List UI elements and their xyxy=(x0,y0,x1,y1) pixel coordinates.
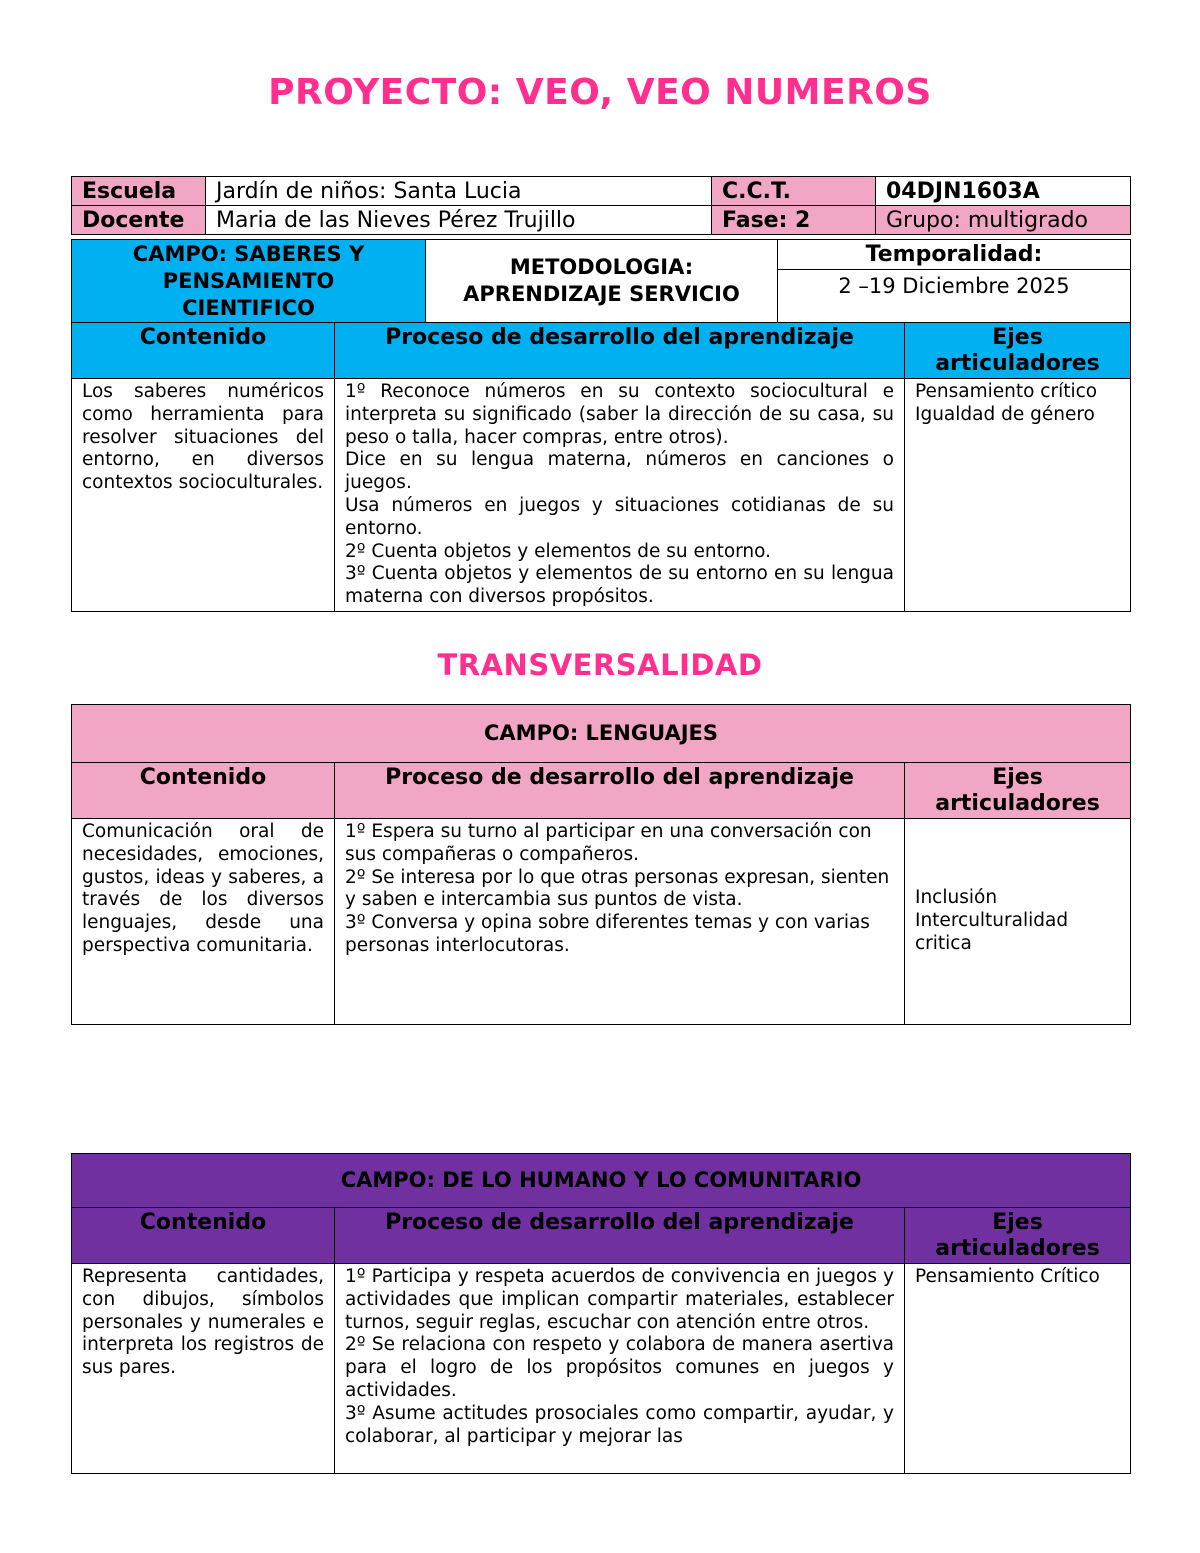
ejes-cell xyxy=(905,819,1131,1025)
header-contenido: Contenido xyxy=(72,323,335,379)
cct-label: C.C.T. xyxy=(712,177,876,206)
cct-value: 04DJN1603A xyxy=(876,177,1131,206)
fase-label: Fase: 2 xyxy=(712,206,876,235)
saberes-table xyxy=(71,322,1131,612)
temporalidad-label: Temporalidad: xyxy=(778,240,1130,270)
proceso-item: 2º Se interesa por lo que otras personas expresan, sienten y saben e intercambia sus puntos de vista. xyxy=(345,866,890,911)
ejes-cell xyxy=(905,379,1131,612)
contenido-cell: Comunicación oral de necesidades, emociones, gustos, ideas y saberes, a través de los diversos lenguajes, desde una perspectiva comunitaria. xyxy=(72,819,335,1025)
header-contenido: Contenido xyxy=(72,1208,335,1264)
eje-item: Pensamiento Crítico xyxy=(915,1266,1100,1287)
campo-humano: CAMPO: DE LO HUMANO Y LO COMUNITARIO xyxy=(72,1154,1131,1208)
ejes-cell xyxy=(905,1264,1131,1474)
proceso-item: 1º Reconoce números en su contexto sociocultural e interpreta su significado (saber la dirección de su casa, su peso o talla, hacer compras, entre otros). xyxy=(345,381,894,448)
metodologia: METODOLOGIA: APRENDIZAJE SERVICIO xyxy=(426,240,778,323)
proceso-item: 3º Cuenta objetos y elementos de su entorno en su lengua materna con diversos propósitos. xyxy=(345,563,894,608)
proceso-item: 3º Asume actitudes prosociales como compartir, ayudar, y colaborar, al participar y mejorar las xyxy=(345,1402,894,1447)
header-contenido: Contenido xyxy=(72,763,335,819)
header-ejes: Ejes articuladores xyxy=(905,763,1131,819)
docente-value: Maria de las Nieves Pérez Trujillo xyxy=(206,206,712,235)
proceso-item: 3º Conversa y opina sobre diferentes temas y con varias personas interlocutoras. xyxy=(345,912,870,956)
header-row xyxy=(72,1208,1131,1264)
eje-item: Igualdad de género xyxy=(915,403,1095,425)
proceso-cell xyxy=(335,379,905,612)
proceso-item: 2º Cuenta objetos y elementos de su entorno. xyxy=(345,540,772,562)
eje-item: Pensamiento crítico xyxy=(915,381,1098,402)
campo-lenguajes: CAMPO: LENGUAJES xyxy=(72,705,1131,763)
proceso-item: Dice en su lengua materna, números en canciones o juegos. xyxy=(345,449,894,494)
contenido-cell: Los saberes numéricos como herramienta para resolver situaciones del entorno, en diversos contextos socioculturales. xyxy=(72,379,335,612)
header-proceso: Proceso de desarrollo del aprendizaje xyxy=(335,763,905,819)
proceso-cell xyxy=(335,1264,905,1474)
docente-row xyxy=(72,206,1131,235)
contenido-cell: Representa cantidades, con dibujos, símbolos personales y numerales e interpreta los registros de sus pares. xyxy=(72,1264,335,1474)
eje-item: Inclusión xyxy=(915,887,998,909)
proceso-item: Usa números en juegos y situaciones cotidianas de su entorno. xyxy=(345,494,894,539)
humano-table xyxy=(71,1153,1131,1474)
temporalidad-value: 2 –19 Diciembre 2025 xyxy=(838,274,1070,298)
escuela-value: Jardín de niños: Santa Lucia xyxy=(206,177,712,206)
header-row xyxy=(72,763,1131,819)
table-row xyxy=(72,1264,1131,1474)
proceso-cell xyxy=(335,819,905,1025)
document-title: PROYECTO: VEO, VEO NUMEROS xyxy=(268,72,932,113)
grupo-value: Grupo: multigrado xyxy=(876,206,1131,235)
proceso-item: 2º Se relaciona con respeto y colabora de manera asertiva para el logro de los propósitos comunes en juegos y actividades. xyxy=(345,1334,894,1401)
docente-label: Docente xyxy=(72,206,206,235)
campo-header-table xyxy=(71,239,1131,323)
header-ejes: Ejes articuladores xyxy=(905,323,1131,379)
header-proceso: Proceso de desarrollo del aprendizaje xyxy=(335,1208,905,1264)
eje-item: Interculturalidad critica xyxy=(915,910,1069,954)
table-row xyxy=(72,819,1131,1025)
info-table xyxy=(71,176,1131,235)
header-row xyxy=(72,323,1131,379)
header-ejes: Ejes articuladores xyxy=(905,1208,1131,1264)
temporalidad-cell xyxy=(778,240,1131,323)
lenguajes-table xyxy=(71,704,1131,1025)
proceso-item: 1º Participa y respeta acuerdos de convivencia en juegos y actividades que implican compartir materiales, establecer turnos, seguir reglas, escuchar con atención entre otros. xyxy=(345,1266,894,1333)
table-row xyxy=(72,379,1131,612)
campo-saberes: CAMPO: SABERES Y PENSAMIENTO CIENTIFICO xyxy=(72,240,426,323)
proceso-item: 1º Espera su turno al participar en una conversación con sus compañeras o compañeros. xyxy=(345,821,872,865)
header-proceso: Proceso de desarrollo del aprendizaje xyxy=(335,323,905,379)
escuela-row xyxy=(72,177,1131,206)
escuela-label: Escuela xyxy=(72,177,206,206)
transversalidad-heading: TRANSVERSALIDAD xyxy=(437,648,763,682)
